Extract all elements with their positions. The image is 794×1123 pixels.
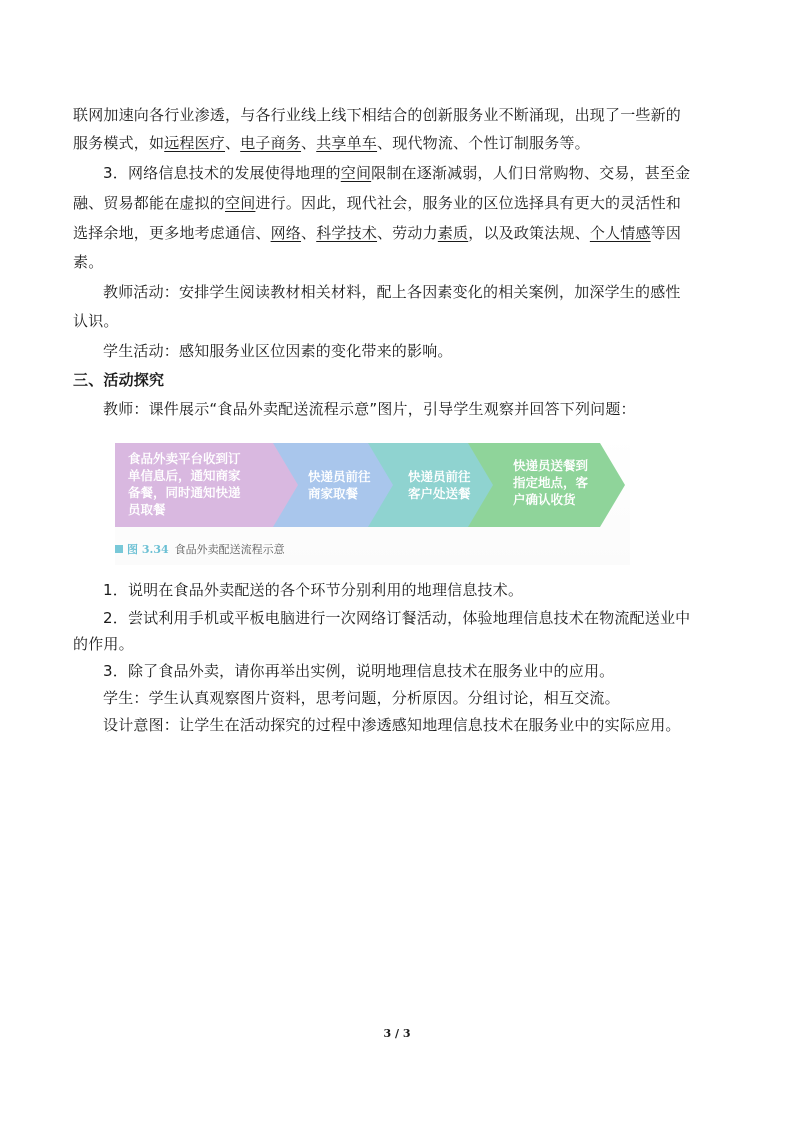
underlined-term: 网络 bbox=[270, 224, 302, 242]
figure-caption: 图 3.34 食品外卖配送流程示意 bbox=[115, 541, 285, 557]
page-number: 3 / 3 bbox=[383, 1027, 411, 1040]
underlined-term: 科学技术 bbox=[316, 224, 378, 242]
paragraph-line: 教师：课件展示“食品外卖配送流程示意”图片，引导学生观察并回答下列问题： bbox=[103, 400, 636, 418]
underlined-term: 共享单车 bbox=[316, 134, 378, 152]
paragraph-line: 素。 bbox=[73, 253, 104, 271]
flow-step-text: 快递员前往 客户处送餐 bbox=[408, 469, 471, 501]
flow-step-text: 快递员前往 商家取餐 bbox=[308, 469, 371, 501]
paragraph-line: 服务模式，如远程医疗、电子商务、共享单车、现代物流、个性订制服务等。 bbox=[73, 134, 590, 152]
paragraph-line: 3．网络信息技术的发展使得地理的空间限制在逐渐减弱，人们日常购物、交易，甚至金 bbox=[103, 164, 691, 182]
question-line: 2．尝试利用手机或平板电脑进行一次网络订餐活动，体验地理信息技术在物流配送业中 bbox=[103, 609, 691, 627]
caption-square-icon bbox=[115, 545, 123, 553]
underlined-term: 远程医疗 bbox=[164, 134, 226, 152]
paragraph-line: 教师活动：安排学生阅读教材相关材料，配上各因素变化的相关案例，加深学生的感性 bbox=[103, 283, 681, 301]
flow-step-text: 食品外卖平台收到订 单信息后，通知商家 备餐，同时通知快递 员取餐 bbox=[128, 451, 241, 517]
paragraph-line: 学生活动：感知服务业区位因素的变化带来的影响。 bbox=[103, 342, 453, 360]
flow-step-text: 快递员送餐到 指定地点，客 户确认收货 bbox=[513, 458, 589, 507]
paragraph-line: 选择余地，更多地考虑通信、网络、科学技术、劳动力素质，以及政策法规、个人情感等因 bbox=[73, 224, 682, 242]
underlined-term: 电子商务 bbox=[240, 134, 302, 152]
underlined-term: 空间 bbox=[225, 194, 256, 212]
underlined-term: 个人情感 bbox=[589, 224, 651, 242]
question-line: 的作用。 bbox=[73, 635, 134, 653]
underlined-term: 素质 bbox=[437, 224, 469, 242]
delivery-flow-figure bbox=[115, 435, 630, 565]
question-line: 1．说明在食品外卖配送的各个环节分别利用的地理信息技术。 bbox=[103, 581, 524, 599]
paragraph-line: 设计意图：让学生在活动探究的过程中渗透感知地理信息技术在服务业中的实际应用。 bbox=[103, 716, 681, 734]
underlined-term: 空间 bbox=[340, 164, 372, 182]
question-line: 3．除了食品外卖，请你再举出实例，说明地理信息技术在服务业中的应用。 bbox=[103, 662, 615, 680]
paragraph-line: 联网加速向各行业渗透，与各行业线上线下相结合的创新服务业不断涌现，出现了一些新的 bbox=[73, 106, 682, 124]
paragraph-line: 融、贸易都能在虚拟的空间进行。因此，现代社会，服务业的区位选择具有更大的灵活性和 bbox=[73, 194, 682, 212]
section-heading: 三、活动探究 bbox=[73, 371, 165, 389]
paragraph-line: 认识。 bbox=[73, 312, 119, 330]
paragraph-line: 学生：学生认真观察图片资料，思考问题，分析原因。分组讨论，相互交流。 bbox=[103, 689, 620, 707]
